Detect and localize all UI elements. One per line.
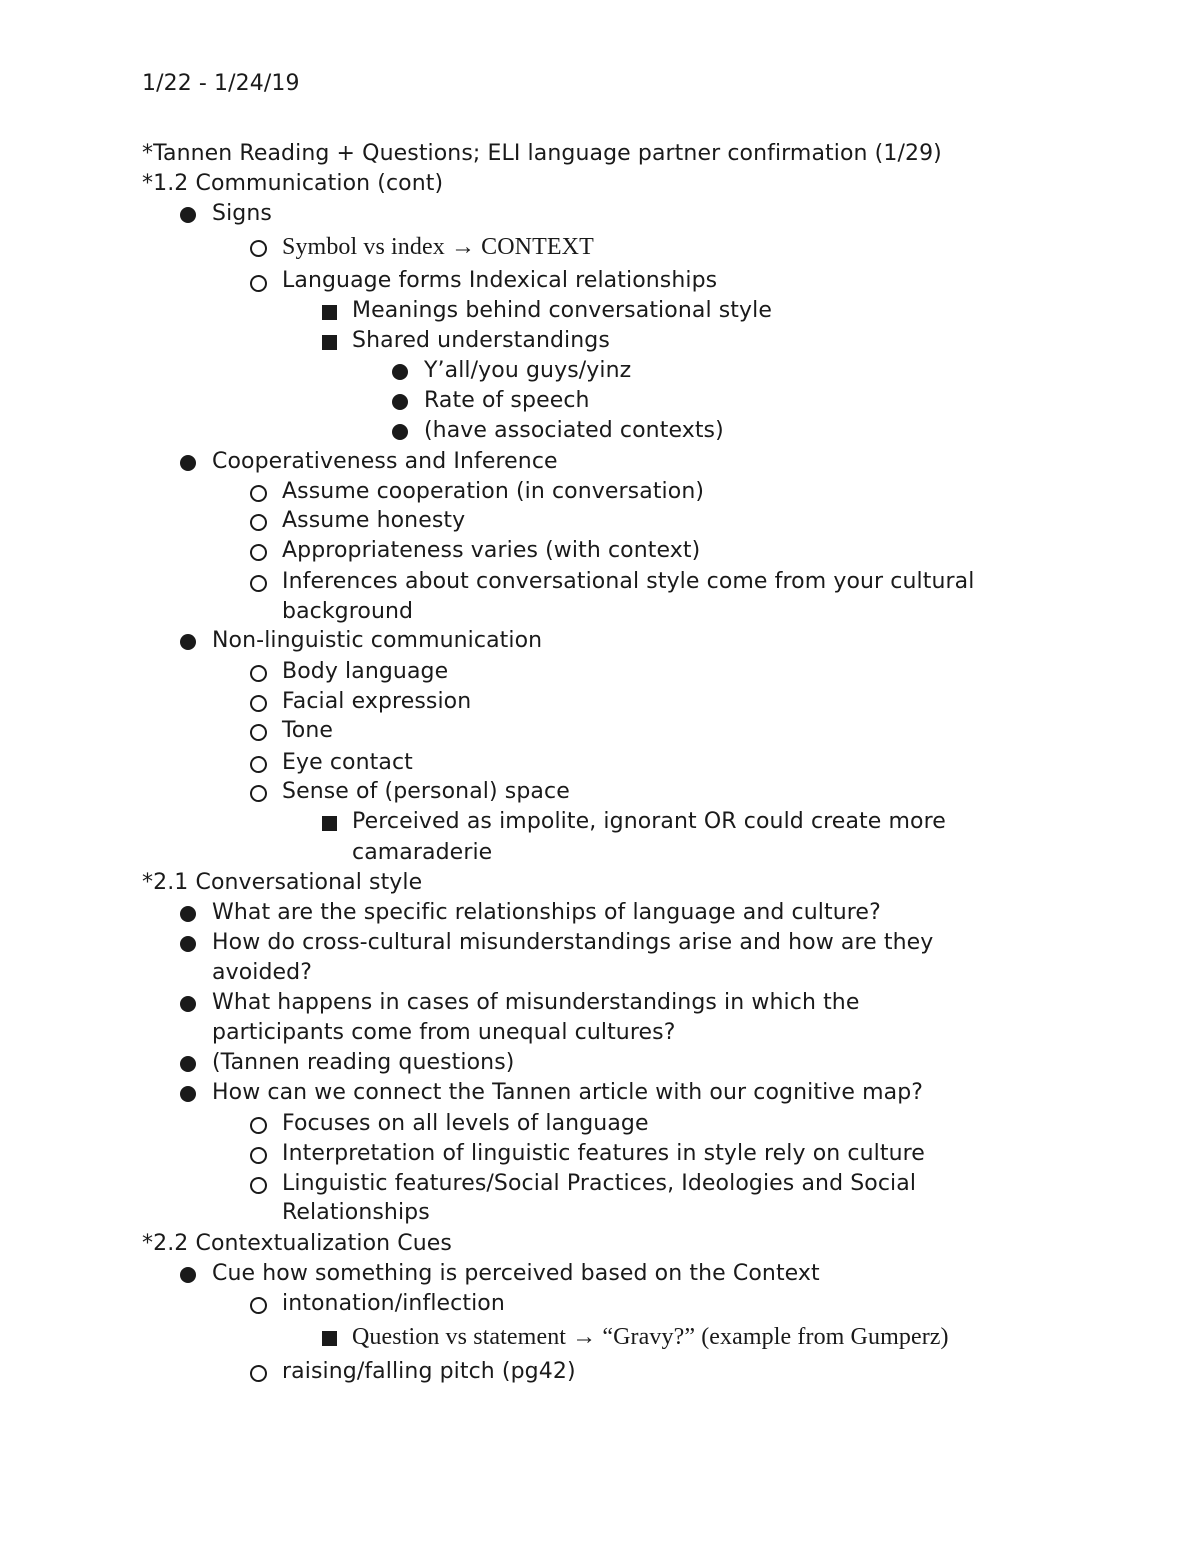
bullet-circle-icon (250, 1117, 267, 1134)
bullet-circle-icon (250, 544, 267, 561)
list-item: Interpretation of linguistic features in style rely on culture (282, 1141, 925, 1166)
bullet-square-icon (322, 335, 337, 350)
bullet-dot-icon (180, 455, 196, 471)
bullet-dot-icon (180, 936, 196, 952)
bullet-dot-icon (180, 207, 196, 223)
bullet-dot-icon (180, 1056, 196, 1072)
list-item: Non-linguistic communication (212, 628, 543, 653)
list-item-continuation: camaraderie (352, 840, 493, 865)
list-item: Perceived as impolite, ignorant OR could create more (352, 809, 946, 834)
list-item: Signs (212, 201, 272, 226)
list-item: Focuses on all levels of language (282, 1111, 649, 1136)
bullet-dot-icon (180, 1086, 196, 1102)
list-item: Body language (282, 659, 449, 684)
bullet-circle-icon (250, 1147, 267, 1164)
list-item: Tone (282, 718, 334, 743)
bullet-square-icon (322, 305, 337, 320)
date-heading: 1/22 - 1/24/19 (142, 71, 300, 96)
list-item: Shared understandings (352, 328, 610, 353)
list-item: Appropriateness varies (with context) (282, 538, 701, 563)
list-item: What happens in cases of misunderstandings in which the (212, 990, 860, 1015)
list-item: (have associated contexts) (424, 418, 724, 443)
bullet-circle-icon (250, 1297, 267, 1314)
list-item: How can we connect the Tannen article with our cognitive map? (212, 1080, 924, 1105)
bullet-dot-icon (180, 906, 196, 922)
list-item: Assume honesty (282, 508, 466, 533)
bullet-circle-icon (250, 1365, 267, 1382)
list-item: Inferences about conversational style come from your cultural (282, 569, 975, 594)
bullet-dot-icon (180, 1267, 196, 1283)
list-item-continuation: Relationships (282, 1200, 430, 1225)
list-item: Language forms Indexical relationships (282, 268, 718, 293)
list-item: Linguistic features/Social Practices, Ideologies and Social (282, 1171, 917, 1196)
list-item: Meanings behind conversational style (352, 298, 772, 323)
list-item: intonation/inflection (282, 1291, 505, 1316)
bullet-dot-icon (392, 394, 408, 410)
bullet-circle-icon (250, 514, 267, 531)
bullet-circle-icon (250, 695, 267, 712)
list-item: Cooperativeness and Inference (212, 449, 558, 474)
section-heading: *2.2 Contextualization Cues (142, 1231, 452, 1256)
list-item: Facial expression (282, 689, 472, 714)
section-heading: *1.2 Communication (cont) (142, 171, 444, 196)
bullet-circle-icon (250, 240, 267, 257)
list-item: raising/falling pitch (pg42) (282, 1359, 576, 1384)
list-item: Question vs statement → “Gravy?” (example from Gumperz) (352, 1324, 949, 1350)
bullet-square-icon (322, 1331, 337, 1346)
list-item: Symbol vs index → CONTEXT (282, 234, 594, 260)
bullet-circle-icon (250, 575, 267, 592)
list-item: Rate of speech (424, 388, 590, 413)
list-item: Sense of (personal) space (282, 779, 570, 804)
bullet-dot-icon (392, 364, 408, 380)
list-item: (Tannen reading questions) (212, 1050, 515, 1075)
bullet-dot-icon (180, 634, 196, 650)
bullet-square-icon (322, 816, 337, 831)
bullet-circle-icon (250, 665, 267, 682)
bullet-circle-icon (250, 485, 267, 502)
bullet-dot-icon (392, 424, 408, 440)
bullet-circle-icon (250, 756, 267, 773)
list-item-continuation: background (282, 599, 414, 624)
header-line: *Tannen Reading + Questions; ELI language partner confirmation (1/29) (142, 141, 942, 166)
list-item: Y’all/you guys/yinz (424, 358, 632, 383)
list-item: Cue how something is perceived based on the Context (212, 1261, 820, 1286)
bullet-circle-icon (250, 785, 267, 802)
bullet-dot-icon (180, 996, 196, 1012)
list-item: How do cross-cultural misunderstandings arise and how are they (212, 930, 934, 955)
list-item-continuation: participants come from unequal cultures? (212, 1020, 676, 1045)
list-item: Assume cooperation (in conversation) (282, 479, 705, 504)
section-heading: *2.1 Conversational style (142, 870, 423, 895)
list-item: What are the specific relationships of language and culture? (212, 900, 881, 925)
bullet-circle-icon (250, 275, 267, 292)
list-item-continuation: avoided? (212, 960, 313, 985)
bullet-circle-icon (250, 1177, 267, 1194)
list-item: Eye contact (282, 750, 413, 775)
bullet-circle-icon (250, 724, 267, 741)
